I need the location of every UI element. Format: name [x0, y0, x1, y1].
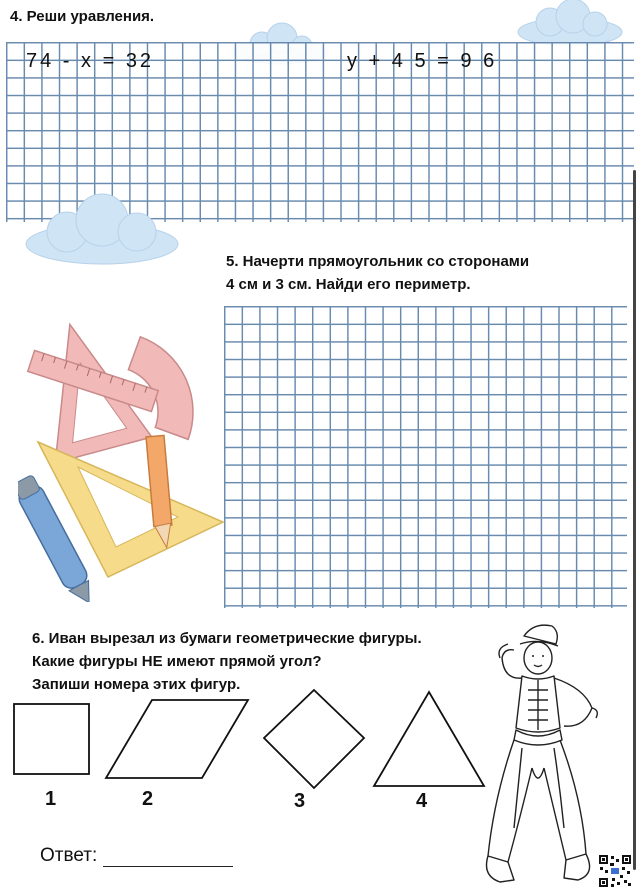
answer-row[interactable] [40, 845, 233, 867]
task6-title-line2: Какие фигуры НЕ имеют прямой угол? [32, 653, 322, 670]
task5-title-line2: 4 см и 3 см. Найди его периметр. [226, 276, 471, 293]
ivan-character-illustration [474, 618, 614, 890]
task5-grid[interactable] [224, 306, 627, 608]
equation-2: y + 4 5 = 9 6 [347, 50, 498, 72]
shape-square [12, 702, 92, 776]
shape-number-4: 4 [416, 790, 428, 812]
shape-number-1: 1 [45, 788, 57, 810]
shape-triangle [372, 690, 486, 788]
task5-title-line1: 5. Начерти прямоугольник со сторонами [226, 253, 530, 270]
scrollbar[interactable] [633, 170, 636, 870]
shape-parallelogram [104, 698, 250, 780]
task4-title: 4. Реши уравления. [10, 8, 155, 25]
answer-line[interactable] [103, 848, 233, 867]
task6-title-line3: Запиши номера этих фигур. [32, 676, 241, 693]
shape-rhombus [262, 688, 366, 790]
task6-title-line1: 6. Иван вырезал из бумаги геометрические фигуры. [32, 630, 422, 647]
qr-code-icon [598, 854, 632, 888]
cloud-icon [22, 192, 182, 270]
equation-1: 74 - x = 32 [26, 50, 155, 72]
geometry-tools-illustration [18, 312, 228, 602]
shape-number-3: 3 [294, 790, 306, 812]
answer-label: Ответ: [40, 845, 98, 866]
shape-number-2: 2 [142, 788, 154, 810]
